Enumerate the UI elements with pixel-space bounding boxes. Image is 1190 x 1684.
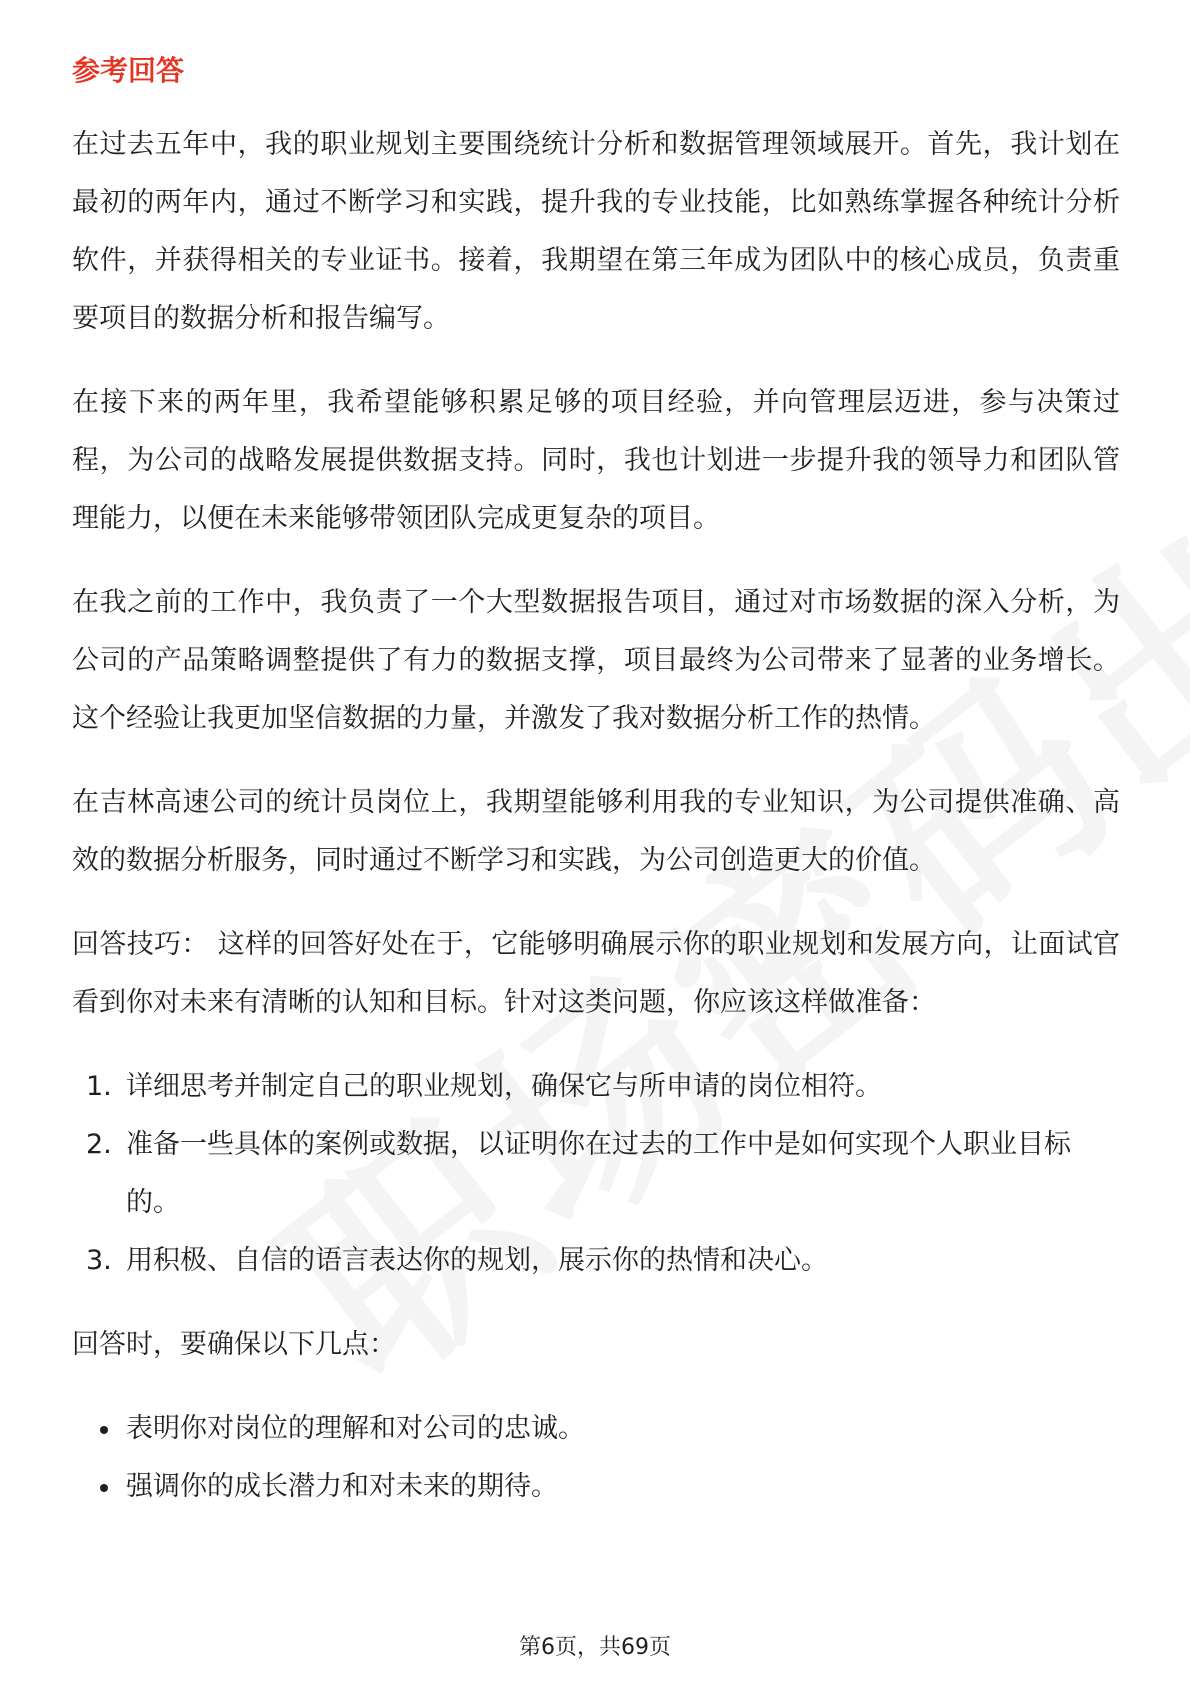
list-number: 2. — [86, 1129, 112, 1160]
section-heading: 参考回答 — [72, 54, 185, 87]
list-item-text: 用积极、自信的语言表达你的规划，展示你的热情和决心。 — [126, 1245, 828, 1276]
answer-paragraph-4: 在吉林高速公司的统计员岗位上，我期望能够利用我的专业知识，为公司提供准确、高效的数据分析服务，同时通过不断学习和实践，为公司创造更大的价值。 — [72, 787, 1120, 876]
points-list — [72, 1400, 1120, 1516]
points-intro: 回答时，要确保以下几点： — [72, 1329, 396, 1360]
answer-paragraph-2: 在接下来的两年里，我希望能够积累足够的项目经验，并向管理层迈进，参与决策过程，为公司的战略发展提供数据支持。同时，我也计划进一步提升我的领导力和团队管理能力，以便在未来能够带领团队完成更复杂的项目。 — [72, 387, 1120, 534]
list-item-text: 详细思考并制定自己的职业规划，确保它与所申请的岗位相符。 — [126, 1071, 882, 1102]
tips-list-item — [72, 1058, 1120, 1116]
list-number: 3. — [86, 1245, 112, 1276]
list-item-text: 表明你对岗位的理解和对公司的忠诚。 — [126, 1413, 585, 1444]
tips-intro: 回答技巧： 这样的回答好处在于，它能够明确展示你的职业规划和发展方向，让面试官看到你对未来有清晰的认知和目标。针对这类问题，你应该这样做准备： — [72, 929, 1120, 1018]
list-number: 1. — [86, 1071, 112, 1102]
bullet-icon — [100, 1426, 108, 1434]
answer-paragraph-3: 在我之前的工作中，我负责了一个大型数据报告项目，通过对市场数据的深入分析，为公司的产品策略调整提供了有力的数据支撑，项目最终为公司带来了显著的业务增长。这个经验让我更加坚信数据的力量，并激发了我对数据分析工作的热情。 — [72, 587, 1120, 734]
tips-list-item — [72, 1116, 1120, 1232]
list-item-text: 强调你的成长潜力和对未来的期待。 — [126, 1471, 558, 1502]
page-footer: 第6页，共69页 — [519, 1635, 671, 1660]
tips-list-item — [72, 1232, 1120, 1290]
points-list-item — [72, 1400, 1120, 1458]
tips-list — [72, 1058, 1120, 1290]
document-content — [72, 48, 1120, 1542]
points-list-item — [72, 1458, 1120, 1516]
list-item-text: 准备一些具体的案例或数据，以证明你在过去的工作中是如何实现个人职业目标的。 — [126, 1129, 1071, 1218]
bullet-icon — [100, 1484, 108, 1492]
answer-paragraph-1: 在过去五年中，我的职业规划主要围绕统计分析和数据管理领域展开。首先，我计划在最初的两年内，通过不断学习和实践，提升我的专业技能，比如熟练掌握各种统计分析软件，并获得相关的专业证书。接着，我期望在第三年成为团队中的核心成员，负责重要项目的数据分析和报告编写。 — [72, 129, 1120, 334]
